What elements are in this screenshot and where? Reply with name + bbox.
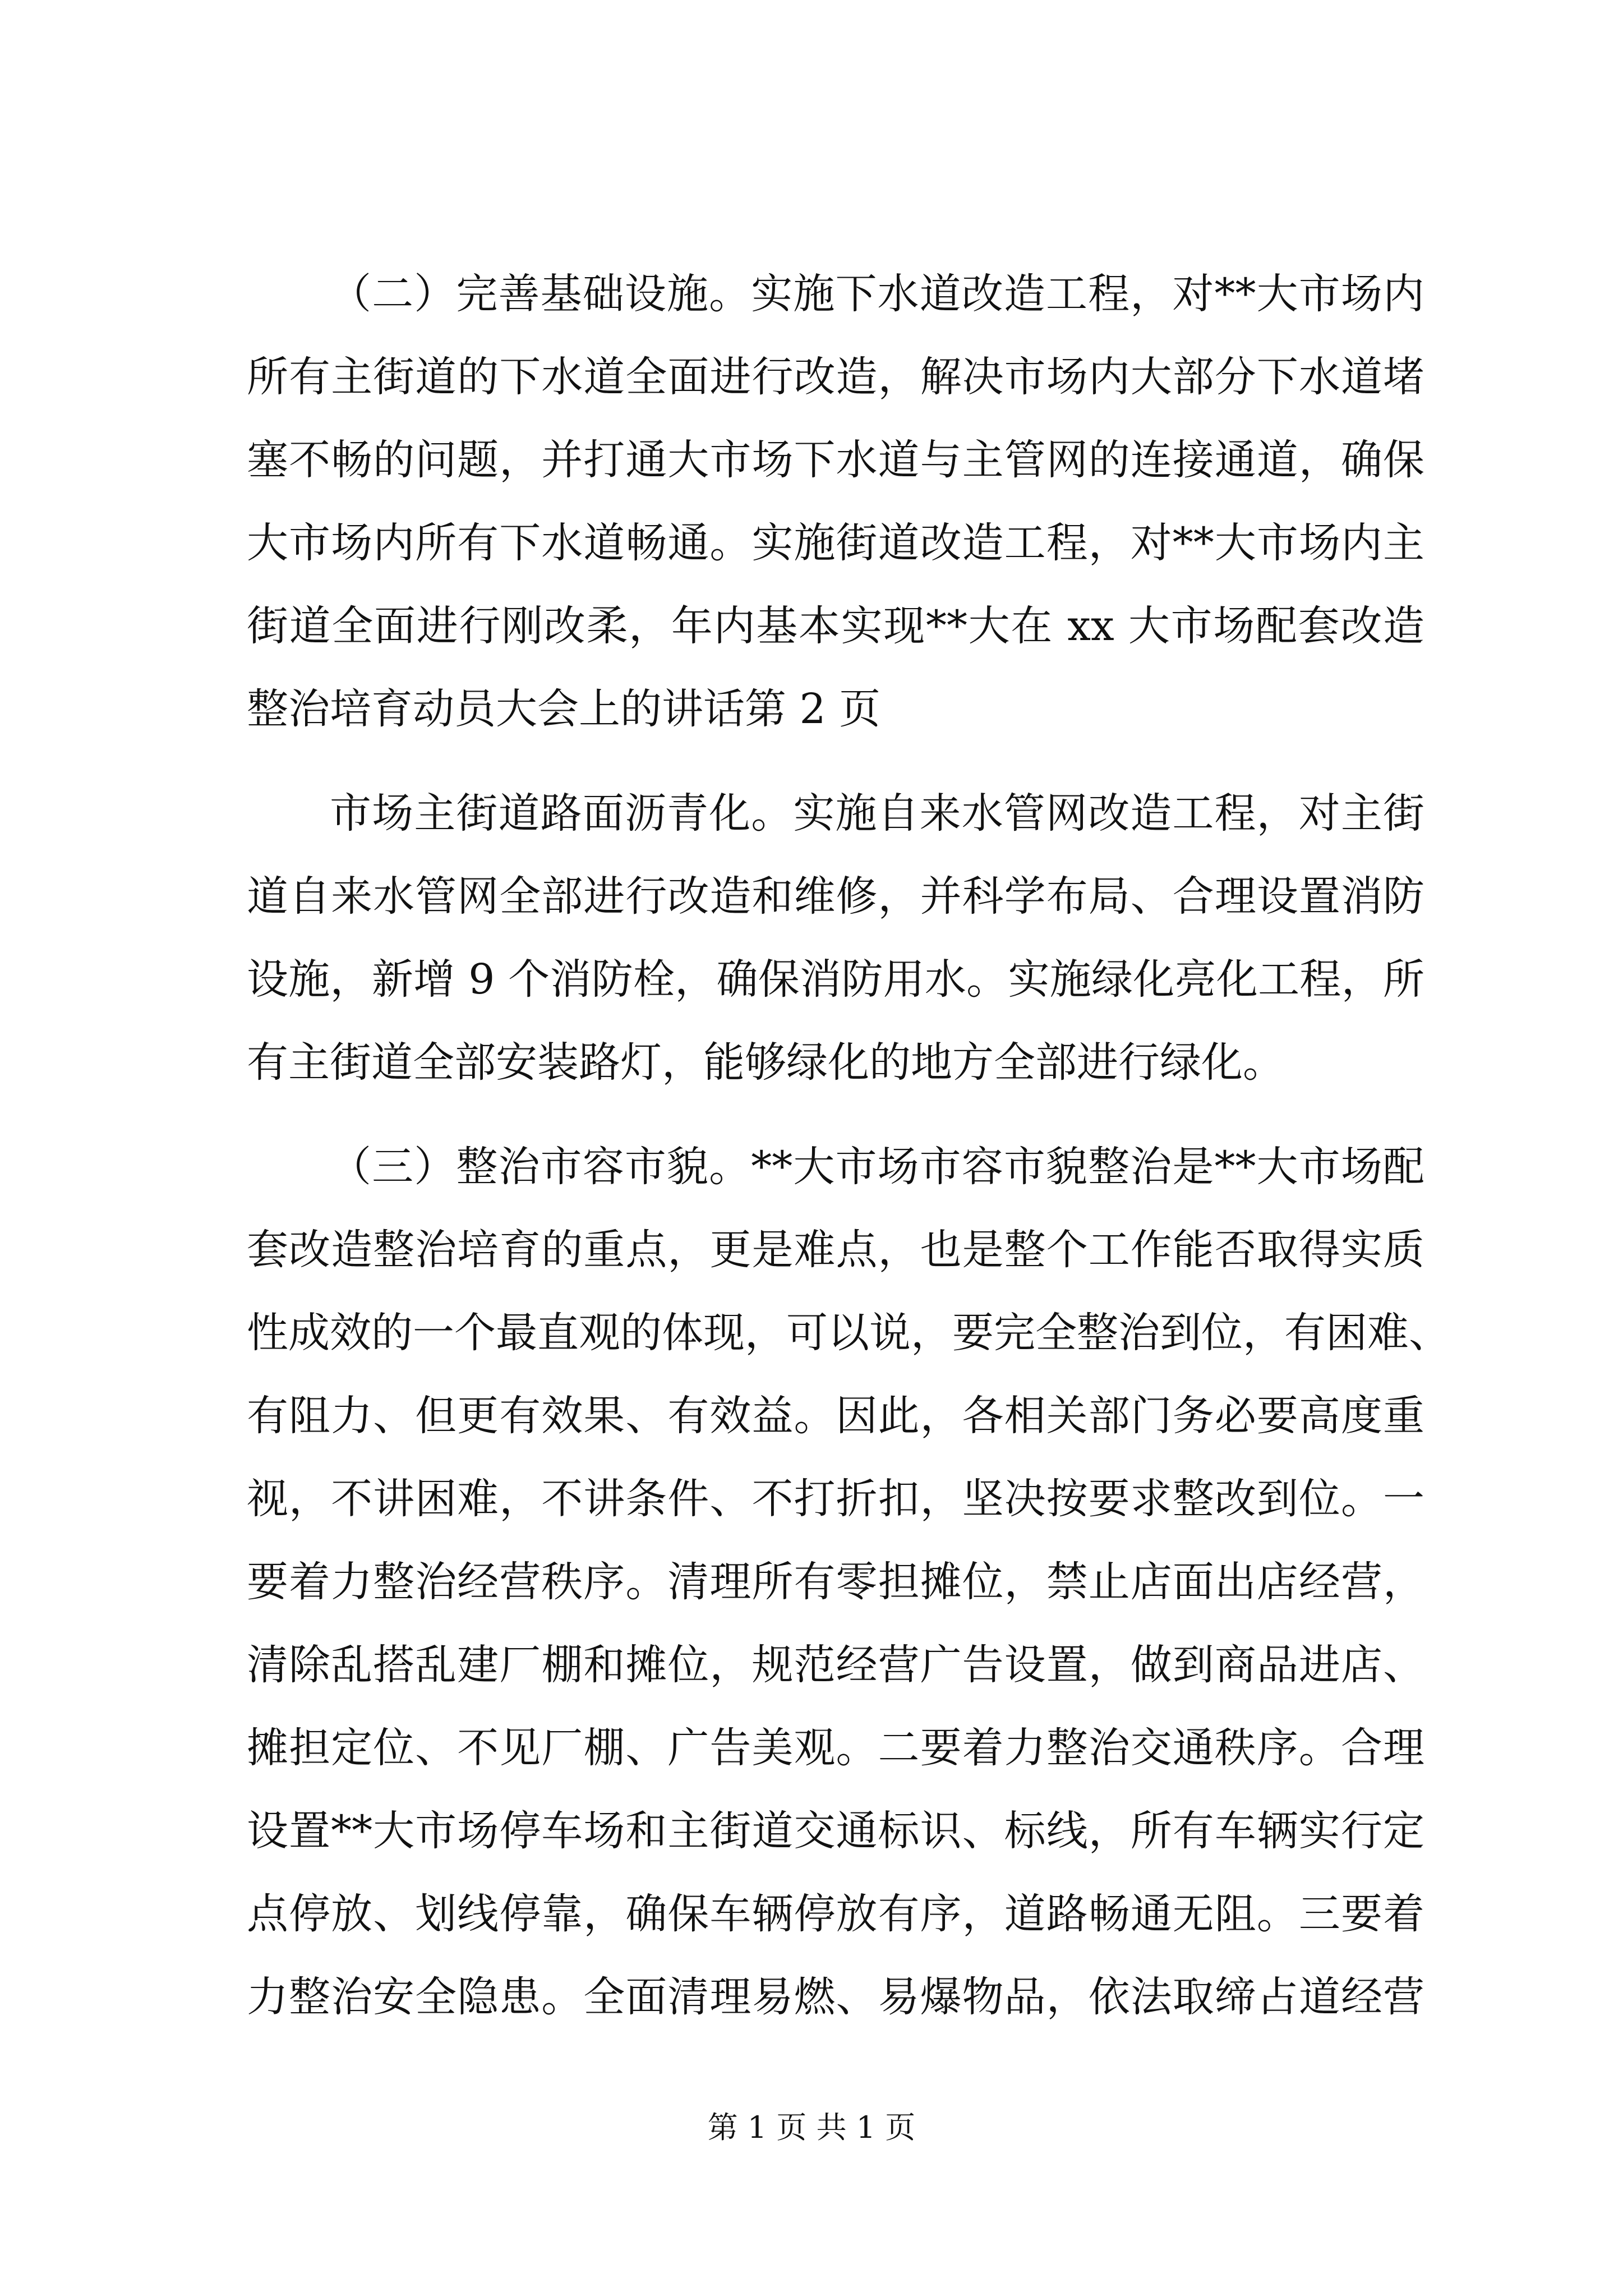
paragraph-line: 力整治安全隐患。全面清理易燃、易爆物品，依法取缔占道经营	[247, 1973, 1424, 2021]
paragraph-line: 性成效的一个最直观的体现，可以说，要完全整治到位，有困难、	[247, 1309, 1450, 1357]
paragraph-line: 有主街道全部安装路灯，能够绿化的地方全部进行绿化。	[247, 1038, 1284, 1087]
page-footer	[0, 2104, 1623, 2147]
paragraph-line: 街道全面进行刚改柔，年内基本实现**大在 xx 大市场配套改造	[247, 602, 1424, 650]
paragraph-gap	[247, 751, 1424, 772]
paragraph-line: 所有主街道的下水道全面进行改造，解决市场内大部分下水道堵	[247, 353, 1424, 401]
paragraph-line: 要着力整治经营秩序。清理所有零担摊位，禁止店面出店经营，	[247, 1558, 1424, 1606]
paragraph-1	[247, 252, 1424, 751]
page-number-label: 第 1 页 共 1 页	[707, 2110, 916, 2145]
paragraph-line: （二）完善基础设施。实施下水道改造工程，对**大市场内	[330, 270, 1424, 318]
document-body	[247, 252, 1450, 2039]
paragraph-3	[247, 1125, 1450, 2039]
paragraph-line: 整治培育动员大会上的讲话第 2 页	[247, 685, 881, 733]
paragraph-line: 塞不畅的问题，并打通大市场下水道与主管网的连接通道，确保	[247, 436, 1424, 484]
paragraph-line: 清除乱搭乱建厂棚和摊位，规范经营广告设置，做到商品进店、	[247, 1641, 1424, 1689]
paragraph-line: 市场主街道路面沥青化。实施自来水管网改造工程，对主街	[330, 789, 1424, 838]
paragraph-2	[247, 772, 1424, 1104]
paragraph-line: 设施，新增 9 个消防栓，确保消防用水。实施绿化亮化工程，所	[247, 955, 1424, 1004]
paragraph-line: 道自来水管网全部进行改造和维修，并科学布局、合理设置消防	[247, 872, 1424, 921]
paragraph-line: 点停放、划线停靠，确保车辆停放有序，道路畅通无阻。三要着	[247, 1890, 1424, 1938]
paragraph-line: 视，不讲困难，不讲条件、不打折扣，坚决按要求整改到位。一	[247, 1475, 1424, 1523]
paragraph-line: 有阻力、但更有效果、有效益。因此，各相关部门务必要高度重	[247, 1392, 1424, 1440]
paragraph-line: 套改造整治培育的重点，更是难点，也是整个工作能否取得实质	[247, 1226, 1424, 1274]
paragraph-line: （三）整治市容市貌。**大市场市容市貌整治是**大市场配	[330, 1143, 1424, 1191]
paragraph-line: 摊担定位、不见厂棚、广告美观。二要着力整治交通秩序。合理	[247, 1724, 1424, 1772]
paragraph-line: 大市场内所有下水道畅通。实施街道改造工程，对**大市场内主	[247, 519, 1424, 567]
paragraph-line: 设置**大市场停车场和主街道交通标识、标线，所有车辆实行定	[247, 1807, 1424, 1855]
paragraph-gap	[247, 1104, 1424, 1125]
